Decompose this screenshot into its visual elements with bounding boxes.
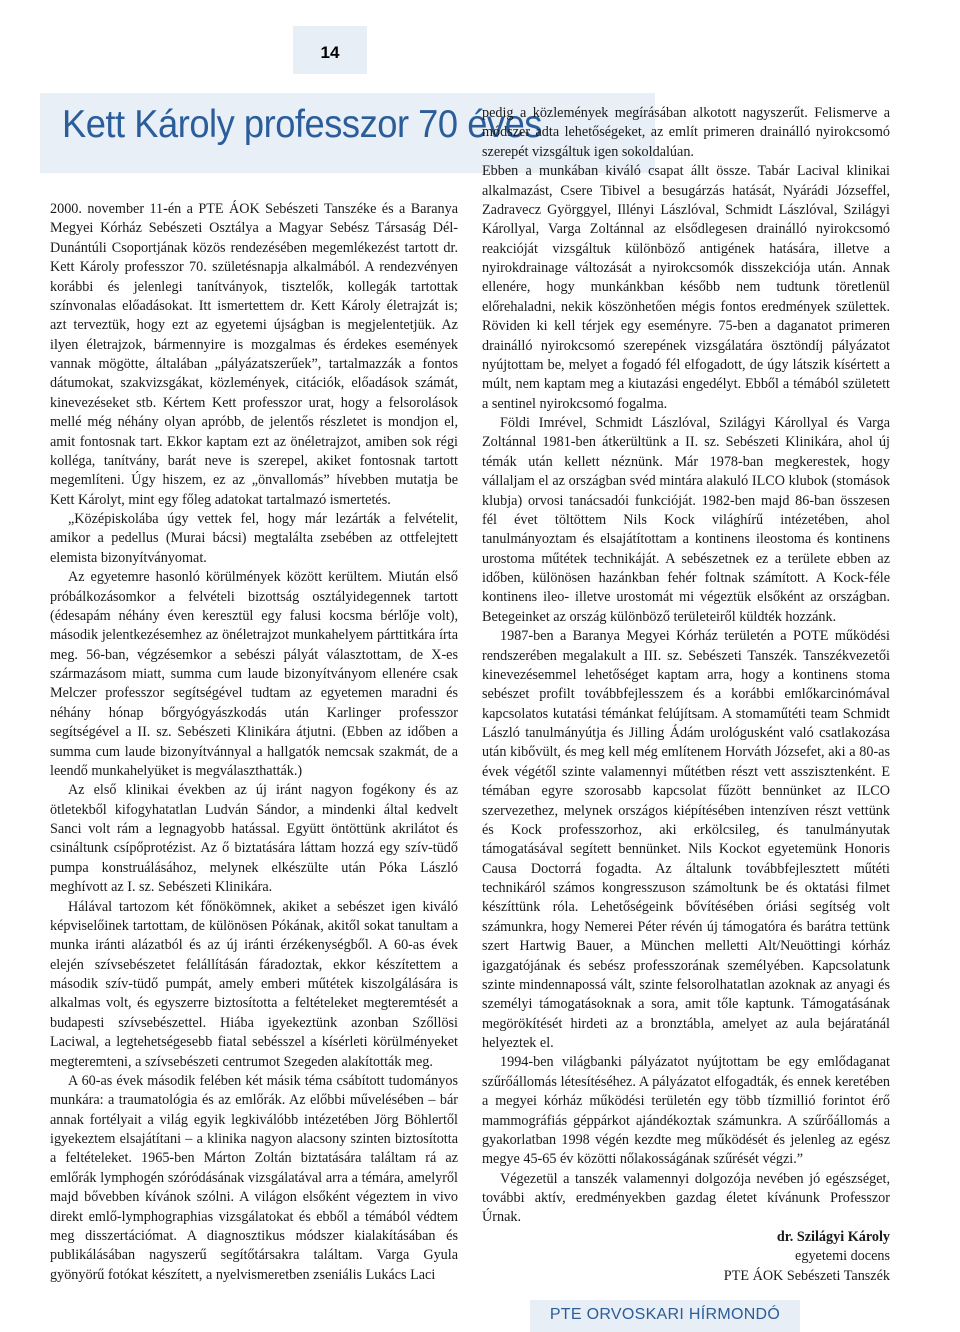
paragraph: Az egyetemre hasonló körülmények között kerültem. Miután első próbálkozásomkor a felvételi bizottság osztályidegennek tartott (édesapám néhány éven keresztül egy falusi kocsma bérlője volt), második jelentkezésemhez az önéletrajzot munkahelyem párttitkára írta meg. 56-ban, végzésemkor a sebészi pályát választottam, de X-es származásom miatt, summa cum laude bizonyítványom ellenére csak Melczer professzor segítségével tudtam az egyetemen maradni és néhány hónap bőrgyógyászkodás után Karlinger professzor segítségével a II. sz. Sebészeti Klinikára átjutni. (Ebben az időben a summa cum laude bizonyítvánnyal a hallgatók nemcsak szakmát, de a leendő munkahelyüket is megválaszthatták.) (50, 569, 458, 779)
footer-title: PTE ORVOSKARI HÍRMONDÓ (549, 1306, 781, 1323)
page-number-box (293, 26, 367, 74)
paragraph-intro: pedig a közlemények megírásában alkotott nagyszerűt. Felismerve a módszer adta lehetőségeket, az említ primeren drainálló nyirokcsomó szerepét vizsgáltuk igen sokoldalúan. (482, 105, 890, 160)
signature-name: dr. Szilágyi Károly (776, 1228, 890, 1245)
signature-affiliation: PTE ÁOK Sebészeti Tanszék (723, 1267, 890, 1284)
signature-role: egyetemi docens (795, 1248, 890, 1265)
left-column (50, 200, 458, 1285)
paragraph: Végezetül a tanszék valamennyi dolgozója nevében jó egészséget, további aktív, eredményekben gazdag életet kívánunk Professzor Úrnak. (482, 1170, 890, 1226)
paragraph: 1994-ben világbanki pályázatot nyújtottam be egy emlődaganat szűrőállomás létesítéséhez. A pályázatot elfogadták, és ennek keretében a megyei kórház működési területén egy több tízmillió forintot érő mammográfiás géppárkot ajándékoztak számunkra. A szűrőállomás a gyakorlatban 1998 végén kezdte meg működését és jelenleg az egész megye 45-65 év közötti nőlakosságának szűrését végzi.” (482, 1054, 890, 1168)
paragraph: A 60-as évek második felében két másik téma csábított tudományos munkára: a traumatológia és az emlőrák. Az előbbi művelésében – bár annak fortélyait a világ egyik legkiválóbb intézetében Jörg Böhlertől igyekeztem elsajátítani – a klinika nagyon alacsony szinten biztosította a feltételeket. 1965-ben Márton Zoltán biztatására találtam rá az emlőrák lymphogén szóródásának vizsgálatával arra a témára, amelyről majd bővebben kívánok szólni. A világon elsőként végeztem in vivo direkt emlő-lymphographias vizsgálatokat és ebből a témából védtem meg disszertációmat. A diagnosztikus módszer kialakításában és publikálásában nagyszerű segítőtársakra találtam. Varga Gyula gyönyörű fotókat készített, a nyelvismeretben zseniális Lukács Laci (50, 1072, 458, 1283)
paragraph: Ebben a munkában kiváló csapat állt össze. Tabár Lacival klinikai alkalmazást, Csere Tibivel a besugárzás hatását, Nyárádi Józseffel, Zadravecz Györggyel, Illényi Lászlóval, Schmidt Lászlóval, Szilágyi Károllyal, Varga Zoltánnal az elsődlegesen drainálló nyirokcsomó reakcióját vizsgáltuk különböző antigének hatására, illetve a nyirokdrainage változását a nyirokcsomók disszekciója után. Annak ellenére, hogy munkánkban később nem tudtunk töretlenül előrehaladni, nekik köszönhetően mégis fontos eredmények születtek. Röviden ki kell térjek egy eseményre. 75-ben a daganatot primeren drainálló nyirokcsomó szerepének vizsgálatára ösztöndíj pályázatot nyújtottam be, melyet a fogadó fél elfogadott, de úgy látszik kísértett a múlt, nem kaptam meg a kiutazási engedélyt. Ebből a témából született a sentinel nyirokcsomó fogalma. (482, 163, 890, 412)
paragraph: 2000. november 11-én a PTE ÁOK Sebészeti Tanszéke és a Baranya Megyei Kórház Sebészeti Osztálya a Magyar Sebész Társaság Dél-Dunántúli Csoportjának közös rendezésében megemlékezést tartott dr. Kett Károly professzor 70. születésnapja alkalmából. A rendezvényen korábbi és jelenlegi tanítványok, tisztelők, kollegák tartottak színvonalas előadásokat. Itt ismertettem dr. Kett Károly életrajzát is; azt terveztük, hogy ezt az egyetemi újságban is megjelentetjük. Az ilyen életrajzok, bármennyire is mozgalmas és érdekes események vannak mögötte, általában „pályázatszerűek”, tartalmazzák a fontos dátumokat, szakvizsgákat, közlemények, citációk, előadások számát, kinevezéseket stb. Kértem Kett professzor urat, hogy a felsorolások mellé még néhány olyan apróbb, de jelentős részletet is mondjon el, amit fontosnak tart. Ekkor kaptam ezt az önéletrajzot, amiben sok régi kolléga, tanítvány, barát neve is szerepel, akiket fontosnak tartott megemlíteni. Úgy hiszem, ez az „önvallomás” hívebben mutatja be Kett Károlyt, mint egy főleg adatokat tartalmazó ismertetés. (50, 201, 458, 508)
right-column (482, 104, 890, 1286)
page-number: 14 (320, 43, 340, 62)
signature-block (482, 1228, 890, 1286)
paragraph: „Középiskolába úgy vettek fel, hogy már lezárták a felvételit, amikor a pedellus (Murai bácsi) megtalálta zsebében az ottfelejtett elemista bizonyítványomat. (50, 511, 458, 566)
paragraph: Az első klinikai években az új iránt nagyon fogékony és az ötletekből kifogyhatatlan Ludván Sándor, a mindenki által kedvelt Sanci volt rám a legnagyobb hatással. Együtt öntöttünk akrilátot és csináltunk csípőprotézist. Az ő biztatására láttam hozzá egy szív-tüdő pumpa konstruálásához, melynek elkészülte után Póka László meghívott az I. sz. Sebészeti Klinikára. (50, 782, 458, 896)
footer-banner (530, 1300, 800, 1332)
article-title: Kett Károly professzor 70 éves (62, 103, 542, 146)
paragraph: Földi Imrével, Schmidt Lászlóval, Szilágyi Károllyal és Varga Zoltánnal 1981-ben átkerültünk a II. sz. Sebészeti Klinikára, ahol új témák után kellett néznünk. Már 1978-ban megkerestek, hogy vállaljam el az országban svéd mintára alakuló ILCO klubok (stomások klubja) orvosi tanácsadói funkcióját. 1982-ben majd 86-ban összesen fél évet töltöttem Nils Kock világhírű intézetében, ahol tanulmányoztam és elsajátítottam a kontinens ileostoma és kontinens urostoma műtétek technikáját. A sebészetnek ez a területe ebben az időben, különösen hazánkban fehér foltnak számított. A Kock-féle kontinens ileo- illetve urostomát mi végeztük elsőként az országban. Betegeinket az ország különböző területeiről küldték hozzánk. (482, 415, 890, 625)
paragraph: Hálával tartozom két főnökömnek, akiket a sebészet igen kiváló képviselőinek tartottam, de különösen Pókának, akitől sokat tanultam a munka iránti alázatból és az új iránti érzékenységből. A 60-as évek elején szívsebészetet felállításán fáradoztak, ekkor készítettem a második szív-tüdő pumpát, amely emberi műtétek kiszolgálására is alkalmas volt, és egyszerre biztosította a feltételeket megteremtését a budapesti szívsebészettel. Hiába igyekeztünk azonban Szőllösi Laciwal, a legtehetségesebb fiatal sebésszel a kísérleti körülményeket megteremteni, a szívsebészeti centrumot Szegeden alakították meg. (50, 898, 458, 1070)
paragraph: 1987-ben a Baranya Megyei Kórház területén a POTE működési rendszerében megalakult a III. sz. Sebészeti Tanszék. Tanszékvezetői kinevezésemmel lehetőséget kaptam arra, hogy a kontinens stoma sebészet profilt továbbfejlesszem és a korábbi emlőkarcinómával kapcsolatos kutatási témánkat felújítsam. A stomaműtéti team Schmidt László tanulmányútja és Jilling Ádám urológusként való csatlakozása után kibővült, és meg kell még említenem Horváth Józsefet, aki a 80-as évek végétől szinte valamennyi műtétben részt vett asszisztenként. E témában egyre szorosabb kapcsolat fűzött bennünket az ILCO szervezethez, melynek országos kiépítésében intenzíven részt vettünk és Kock professzorhoz, aki erkölcsileg, és tanulmányutak támogatásával segített bennünket. Nils Kockot egyetemünk Honoris Causa Doctorrá fogadta. Az általunk továbbfejlesztett műtéti technikáról számos kongresszuson számoltunk be és oktatási filmet készíttünk róla. Lehetőségeink bővítésében óriási segítség volt számunkra, hogy Nemerei Péter révén új támogatóra és barátra tettünk szert Hartwig Bauer, a München melletti Alt/Neuöttingi kórház igazgatójának és sebész professzorának személyében. Kapcsolatunk szinte mindennapossá vált, szinte felsorolhatatlan azoknak az anyagi és személyi támogatásoknak a sora, amit tőle kaptunk. Támogatásának megörökítését hirdeti az a bronztábla, amelyet az aula bejáratánál helyeztek el. (482, 628, 890, 1051)
